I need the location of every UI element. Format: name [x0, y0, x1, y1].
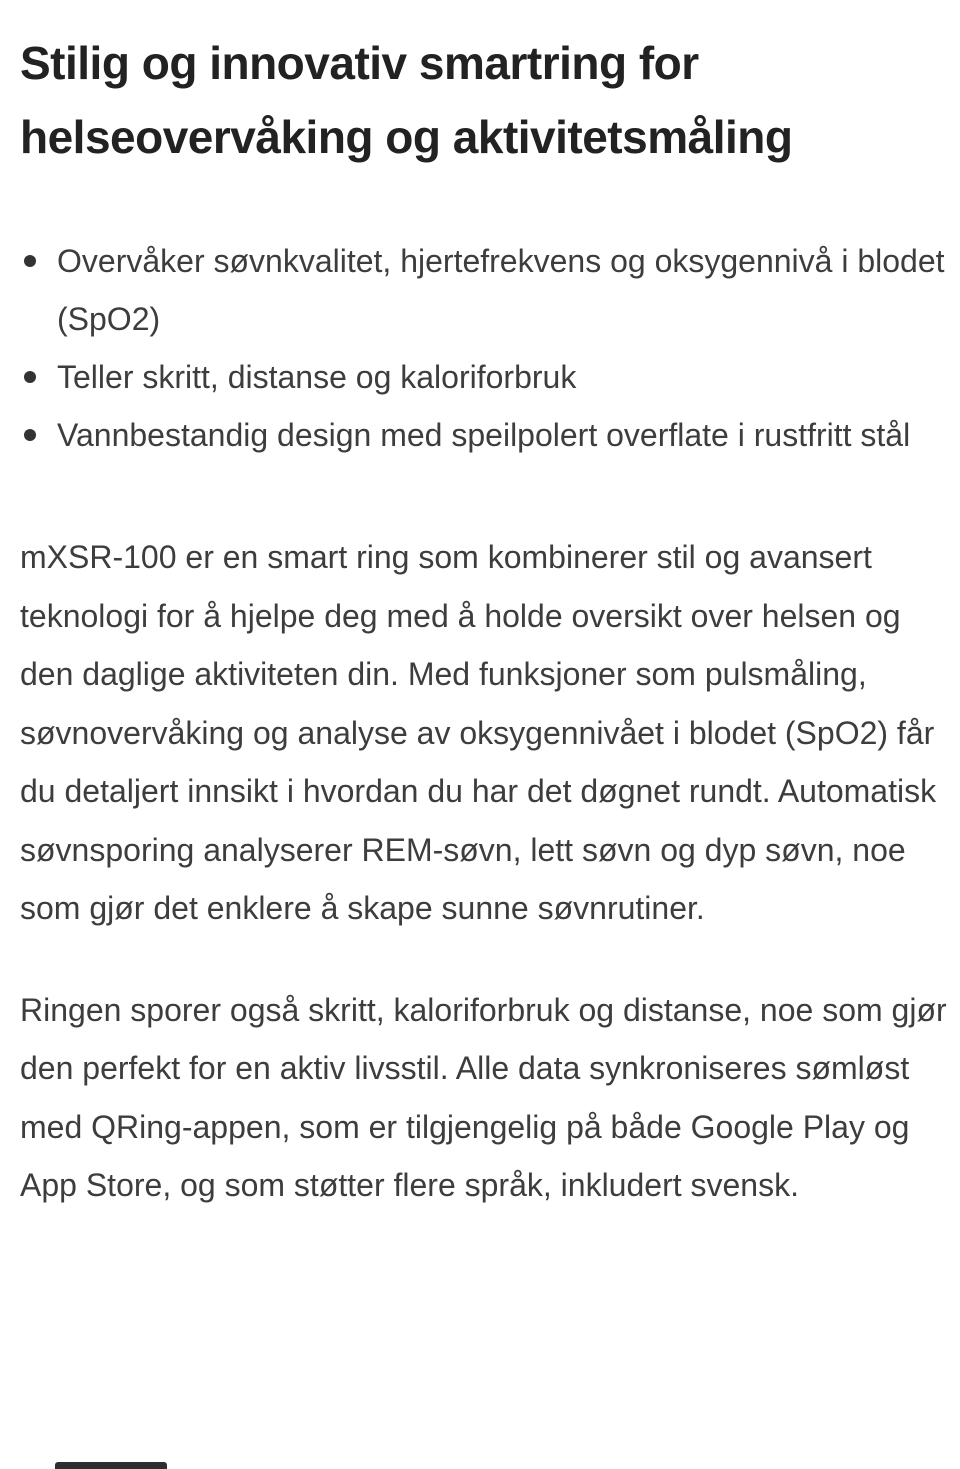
cropped-bottom-element — [55, 1462, 167, 1469]
bullet-dot-icon — [24, 255, 36, 267]
list-item — [0, 406, 950, 464]
bullet-dot-icon — [24, 429, 36, 441]
feature-list — [0, 232, 950, 464]
list-item — [0, 348, 950, 406]
feature-text: Vannbestandig design med speilpolert overflate i rustfritt stål — [57, 417, 911, 453]
feature-text: Overvåker søvnkvalitet, hjertefrekvens og oksygennivå i blodet (SpO2) — [57, 243, 945, 337]
description-paragraph-1: mXSR-100 er en smart ring som kombinerer stil og avansert teknologi for å hjelpe deg med å holde oversikt over helsen og den daglige aktiviteten din. Med funksjoner som pulsmåling, søvnovervåking og analyse av oksygennivået i blodet (SpO2) får du detaljert innsikt i hvordan du har det døgnet rundt. Automatisk søvnsporing analyserer REM-søvn, lett søvn og dyp søvn, noe som gjør det enklere å skape sunne søvnrutiner. — [20, 539, 937, 926]
bullet-dot-icon — [24, 371, 36, 383]
description-paragraph-2: Ringen sporer også skritt, kaloriforbruk og distanse, noe som gjør den perfekt for en aktiv livsstil. Alle data synkroniseres sømløst med QRing-appen, som er tilgjengelig på både Google Play og App Store, og som støtter flere språk, inkludert svensk. — [20, 991, 947, 1203]
feature-text: Teller skritt, distanse og kaloriforbruk — [57, 359, 577, 395]
list-item — [0, 232, 950, 348]
product-title: Stilig og innovativ smartring for helseovervåking og aktivitetsmåling — [20, 37, 793, 163]
